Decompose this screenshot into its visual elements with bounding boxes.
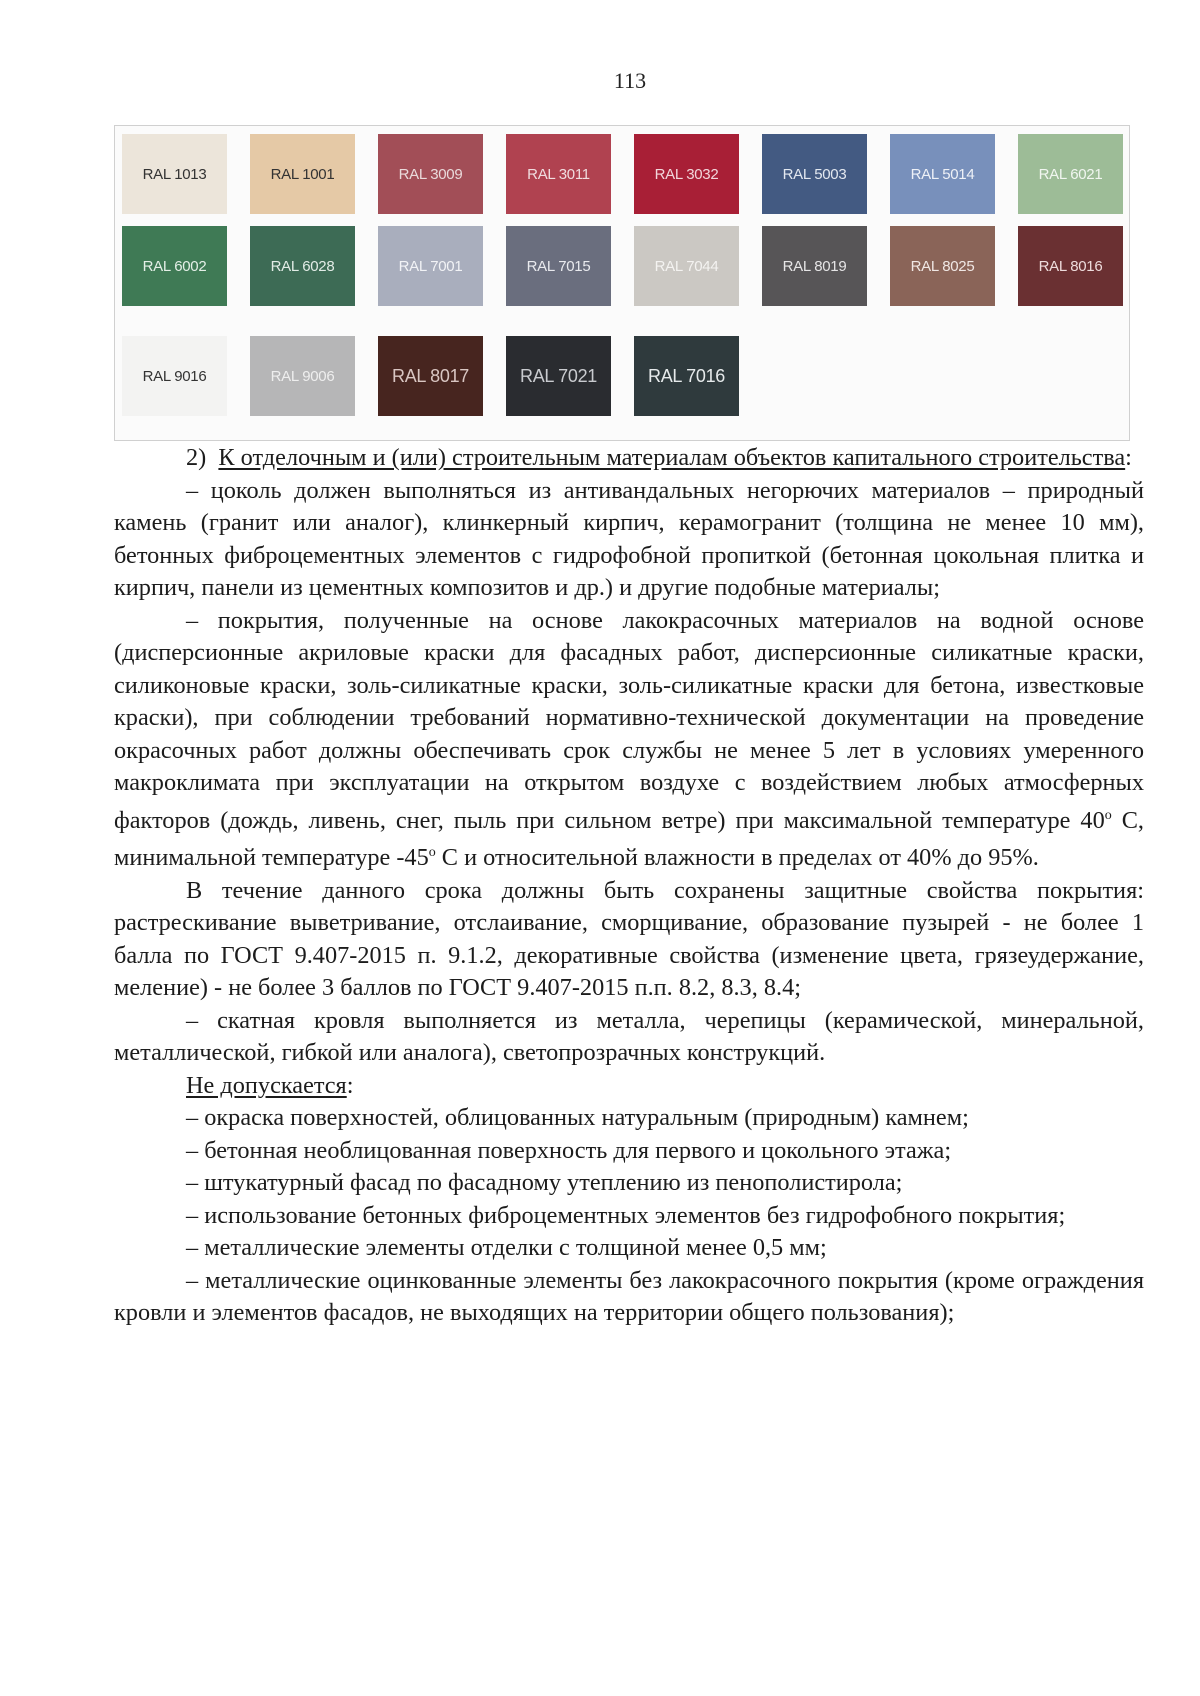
- document-body: [114, 442, 1144, 1330]
- ral-swatch-label: RAL 6002: [142, 257, 207, 275]
- not-allowed-colon: :: [346, 1071, 354, 1099]
- ral-swatch-label: RAL 9006: [270, 367, 335, 385]
- ral-swatch: [762, 134, 867, 214]
- coatings-text-3: С и относительной влажности в пределах от 40% до 95%.: [435, 844, 1039, 872]
- ral-swatch-label: RAL 5003: [782, 165, 847, 183]
- ral-swatch: [378, 134, 483, 214]
- ral-swatch: [1018, 226, 1123, 306]
- ral-swatch: [122, 226, 227, 306]
- ral-swatch: [378, 226, 483, 306]
- degree-mark-2: о: [428, 845, 436, 861]
- page-number: 113: [613, 68, 647, 93]
- ral-swatch-label: RAL 3011: [527, 165, 590, 183]
- ral-swatch-label: RAL 1013: [142, 165, 207, 183]
- degree-mark-1: о: [1104, 807, 1112, 823]
- ral-swatch-label: RAL 9016: [142, 367, 207, 385]
- ral-swatch-label: RAL 8017: [392, 365, 469, 386]
- ral-swatch: [122, 336, 227, 416]
- ral-swatch-label: RAL 7016: [648, 365, 725, 386]
- ral-swatch-label: RAL 1001: [270, 165, 335, 183]
- ral-swatch: [378, 336, 483, 416]
- not-allowed-heading-line: [114, 1070, 1144, 1103]
- ral-swatch: [1018, 134, 1123, 214]
- ral-swatch-label: RAL 8016: [1038, 257, 1103, 275]
- ral-swatch: [506, 226, 611, 306]
- paragraph-service-life: В течение данного срока должны быть сохранены защитные свойства покрытия: растрескивание выветривание, отслаивание, сморщивание, образование пузырей - не более 1 балла по ГОСТ 9.407-2015 п. 9.1.2, декоративные свойства (изменение цвета, грязеудержание, меление) - не более 3 баллов по ГОСТ 9.407-2015 п.п. 8.2, 8.3, 8.4;: [114, 876, 1144, 1002]
- not-allowed-item: – металлические оцинкованные элементы без лакокрасочного покрытия (кроме ограждения кровли и элементов фасадов, не выходящих на территории общего пользования);: [114, 1266, 1144, 1327]
- ral-swatch-label: RAL 6021: [1038, 165, 1103, 183]
- not-allowed-item: – окраска поверхностей, облицованных натуральным (природным) камнем;: [186, 1104, 969, 1132]
- bullet-coatings: [114, 605, 1144, 875]
- ral-swatch: [250, 336, 355, 416]
- ral-swatch: [890, 134, 995, 214]
- ral-swatch-label: RAL 3009: [398, 165, 463, 183]
- item-2-paragraph: [114, 442, 1144, 475]
- item-2-colon: :: [1125, 444, 1132, 471]
- bullet-plinth: – цоколь должен выполняться из антивандальных негорючих материалов – природный камень (гранит или аналог), клинкерный кирпич, керамогранит (толщина не менее 10 мм), бетонных фиброцементных элементов с гидрофобной пропиткой (бетонная цокольная плитка и кирпич, панели из цементных композитов и др.) и другие подобные материалы;: [114, 476, 1144, 601]
- not-allowed-item: – использование бетонных фиброцементных элементов без гидрофобного покрытия;: [186, 1201, 1066, 1229]
- ral-swatch: [890, 226, 995, 306]
- item-2-number: 2): [186, 444, 207, 471]
- ral-swatch-label: RAL 7015: [526, 257, 591, 275]
- coatings-text-1: – покрытия, полученные на основе лакокрасочных материалов на водной основе (дисперсионные акриловые краски для фасадных работ, дисперсионные силикатные краски, силиконовые краски, золь-силикатные краски, золь-силикатные краски для бетона, известковые краски), при соблюдении требований нормативно-технической документации на проведение окрасочных работ должны обеспечивать срок службы не менее 5 лет в условиях умеренного макроклимата при эксплуатации на открытом воздухе с воздействием любых атмосферных факторов (дождь, ливень, снег, пыль при сильном ветре) при максимальной температуре 40: [114, 606, 1144, 834]
- ral-swatch-label: RAL 7001: [398, 257, 463, 275]
- not-allowed-item: – штукатурный фасад по фасадному утеплению из пенополистирола;: [186, 1169, 903, 1197]
- ral-swatch: [634, 226, 739, 306]
- not-allowed-item: – бетонная необлицованная поверхность для первого и цокольного этажа;: [186, 1136, 952, 1164]
- item-2-heading: К отделочным и (или) строительным материалам объектов капитального строительства: [218, 444, 1126, 471]
- ral-swatch-label: RAL 8025: [910, 257, 975, 275]
- ral-swatch: [634, 336, 739, 416]
- not-allowed-item: – металлические элементы отделки с толщиной менее 0,5 мм;: [186, 1234, 827, 1262]
- ral-swatch: [506, 134, 611, 214]
- ral-swatch: [634, 134, 739, 214]
- bullet-roof: – скатная кровля выполняется из металла, черепицы (керамической, минеральной, металлической, гибкой или аналога), светопрозрачных конструкций.: [114, 1006, 1144, 1067]
- ral-swatch-label: RAL 3032: [654, 165, 719, 183]
- ral-swatch-label: RAL 8019: [782, 257, 847, 275]
- ral-swatch: [250, 226, 355, 306]
- ral-swatch: [250, 134, 355, 214]
- not-allowed-heading: Не допускается: [186, 1071, 347, 1099]
- ral-swatch: [506, 336, 611, 416]
- ral-swatch: [122, 134, 227, 214]
- ral-color-palette: [114, 125, 1130, 441]
- ral-swatch: [762, 226, 867, 306]
- ral-swatch-label: RAL 7044: [654, 257, 719, 275]
- ral-swatch-label: RAL 7021: [520, 365, 597, 386]
- ral-swatch-label: RAL 6028: [270, 257, 335, 275]
- ral-swatch-label: RAL 5014: [910, 165, 975, 183]
- coatings-text-2: С, минимальной температуре -45: [114, 806, 1144, 872]
